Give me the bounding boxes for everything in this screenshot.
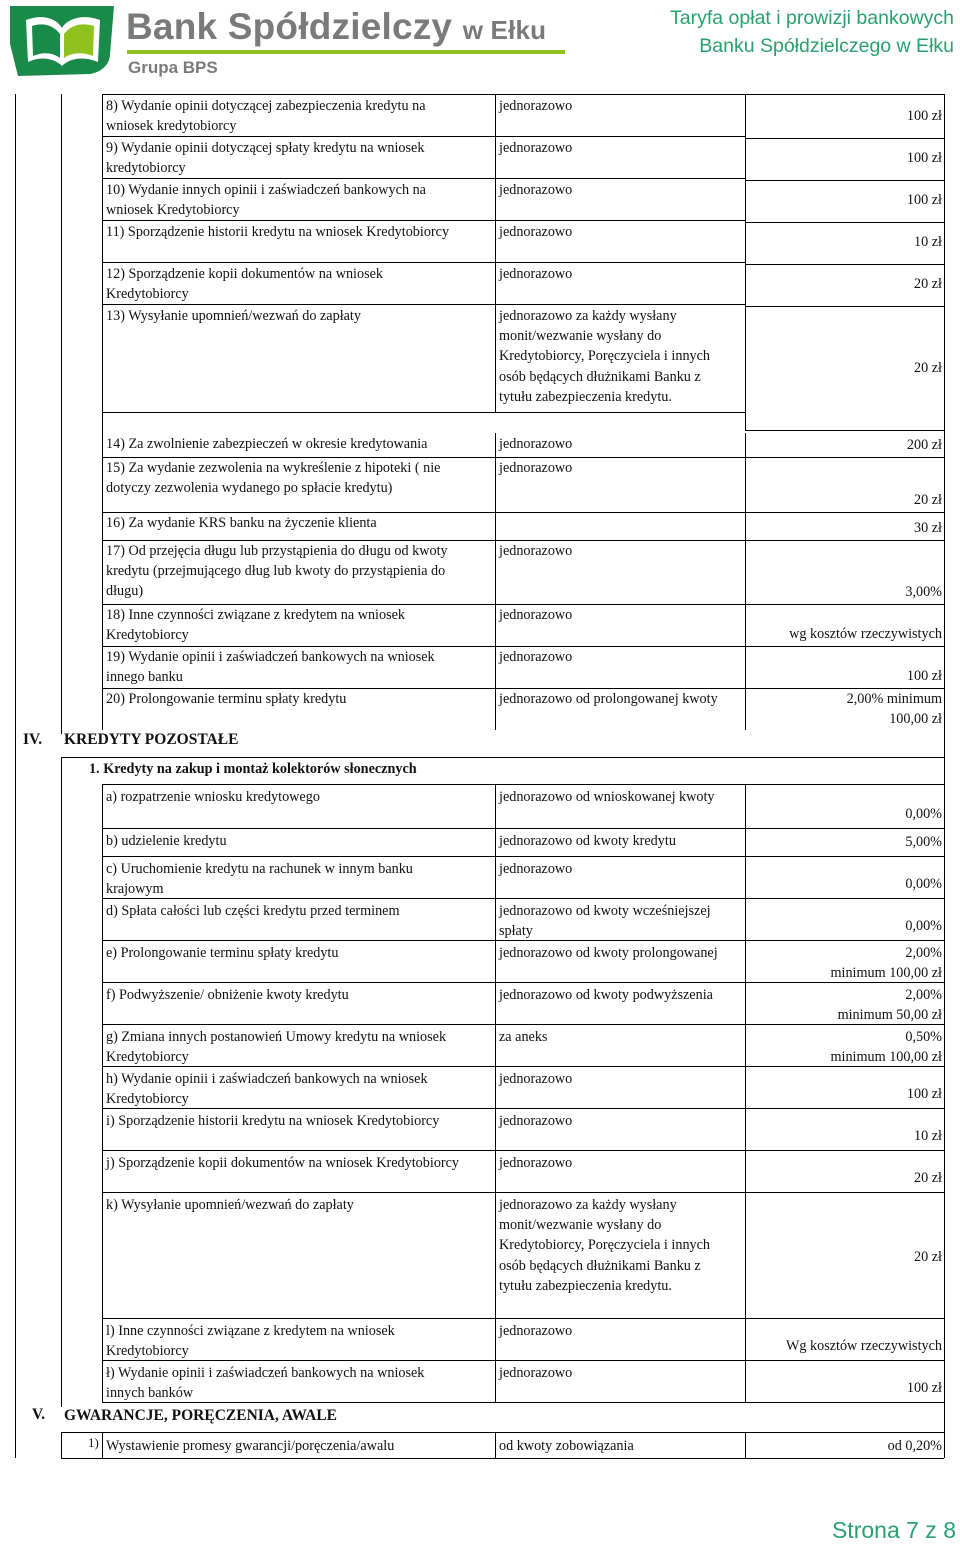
fee-frequency: jednorazowo za każdy wysłany (499, 1197, 677, 1213)
column-border (495, 433, 496, 730)
fee-frequency: jednorazowo (499, 140, 573, 156)
fee-amount: 20 zł (914, 276, 942, 292)
column-border (495, 94, 496, 412)
fee-description: 13) Wysyłanie upomnień/wezwań do zapłaty (106, 308, 361, 324)
fee-description: Wystawienie promesy gwarancji/poręczenia/awalu (106, 1438, 395, 1454)
column-border (495, 1432, 496, 1458)
fee-frequency: jednorazowo (499, 607, 573, 623)
fee-description: długu) (106, 583, 144, 600)
fee-frequency: jednorazowo (499, 1113, 573, 1129)
row-border (102, 94, 745, 95)
fee-description: 17) Od przejęcia długu lub przystąpienia do długu od kwoty (106, 543, 448, 559)
outer-border (61, 757, 62, 1407)
fee-frequency: osób będących dłużnikami Banku z (499, 368, 701, 385)
column-border (745, 1432, 746, 1458)
bank-name: Bank Spółdzielczy w Ełku (126, 6, 547, 47)
fee-amount: Wg kosztów rzeczywistych (785, 1337, 942, 1354)
fee-amount: 2,00% (905, 987, 942, 1003)
fee-frequency: jednorazowo za każdy wysłany (499, 308, 677, 324)
fee-amount: 100 zł (906, 150, 942, 166)
fee-description: j) Sporządzenie kopii dokumentów na wniosek Kredytobiorcy (106, 1155, 460, 1171)
fee-description: g) Zmiana innych postanowień Umowy kredytu na wniosek (106, 1029, 447, 1045)
fee-description: ł) Wydanie opinii i zaświadczeń bankowych na wniosek (106, 1365, 425, 1381)
fee-frequency: jednorazowo (499, 1155, 573, 1171)
row-border (102, 1024, 944, 1025)
fee-amount: 100 zł (906, 1085, 942, 1102)
row-border (102, 262, 745, 263)
fee-description: k) Wysyłanie upomnień/wezwań do zapłaty (106, 1197, 354, 1213)
row-border (61, 757, 944, 758)
fee-description: innych banków (106, 1385, 194, 1402)
fee-amount: 2,00% minimum (846, 691, 942, 707)
fee-description: dotyczy zezwolenia wydanego po spłacie kredytu) (106, 480, 393, 497)
outer-border (61, 94, 62, 734)
row-border (102, 982, 944, 983)
row-border (102, 412, 745, 413)
fee-frequency: jednorazowo od prolongowanej kwoty (499, 691, 718, 707)
fee-amount: 20 zł (914, 491, 942, 508)
fee-frequency: osób będących dłużnikami Banku z (499, 1257, 701, 1274)
fee-amount: 10 zł (914, 1127, 942, 1144)
row-border (102, 1318, 944, 1319)
section-title: KREDYTY POZOSTAŁE (64, 731, 239, 748)
fee-frequency: jednorazowo (499, 1365, 573, 1381)
fee-description: wniosek Kredytobiorcy (106, 202, 240, 219)
fee-frequency: za aneks (499, 1029, 548, 1045)
fee-description: e) Prolongowanie terminu spłaty kredytu (106, 945, 339, 961)
fee-amount: 20 zł (914, 1169, 942, 1186)
fee-amount: 0,00% (905, 917, 942, 934)
fee-description: i) Sporządzenie historii kredytu na wniosek Kredytobiorcy (106, 1113, 440, 1129)
fee-description: f) Podwyższenie/ obniżenie kwoty kredytu (106, 987, 349, 1003)
outer-border (15, 94, 16, 1458)
row-border (745, 222, 944, 223)
fee-description: 10) Wydanie innych opinii i zaświadczeń bankowych na (106, 182, 426, 198)
section-number: IV. (23, 731, 43, 748)
fee-amount: 100 zł (906, 192, 942, 208)
fee-frequency: jednorazowo (499, 182, 573, 198)
fee-amount: 0,50% (905, 1029, 942, 1045)
row-border (102, 1108, 944, 1109)
row-border (745, 138, 944, 139)
fee-frequency: jednorazowo od wnioskowanej kwoty (499, 789, 715, 805)
section-title: GWARANCJE, PORĘCZENIA, AWALE (64, 1407, 338, 1424)
fee-description: kredytu (przejmującego dług lub kwoty do przystąpienia do (106, 563, 446, 580)
fee-frequency: jednorazowo (499, 649, 573, 665)
row-border (102, 856, 944, 857)
fee-frequency: jednorazowo od kwoty kredytu (499, 833, 676, 849)
row-border (102, 1192, 944, 1193)
fee-frequency: jednorazowo od kwoty podwyższenia (499, 987, 713, 1003)
fee-description: 11) Sporządzenie historii kredytu na wniosek Kredytobiorcy (106, 224, 450, 240)
fee-description: b) udzielenie kredytu (106, 833, 227, 849)
fee-frequency: jednorazowo (499, 1323, 573, 1339)
row-border (102, 646, 944, 647)
fee-amount: 10 zł (914, 234, 942, 250)
fee-description: 14) Za zwolnienie zabezpieczeń w okresie kredytowania (106, 436, 428, 452)
column-border (745, 94, 746, 430)
fee-amount: 30 zł (914, 519, 942, 536)
fee-frequency: jednorazowo od kwoty prolongowanej (499, 945, 718, 961)
fee-description: 15) Za wydanie zezwolenia na wykreślenie z hipoteki ( nie (106, 460, 441, 476)
column-border (102, 94, 103, 730)
fee-amount: 2,00% (905, 945, 942, 961)
row-border (102, 688, 944, 689)
fee-amount: minimum 100,00 zł (830, 965, 942, 982)
fee-frequency: monit/wezwanie wysłany do (499, 1217, 662, 1234)
fee-frequency: tytułu zabezpieczenia kredytu. (499, 388, 672, 405)
column-border (102, 784, 103, 1402)
fee-description: l) Inne czynności związane z kredytem na wniosek (106, 1323, 395, 1339)
row-border (745, 94, 944, 95)
brand-underline (127, 50, 565, 54)
fee-amount: 100 zł (906, 667, 942, 684)
row-border (61, 1458, 944, 1459)
fee-amount: minimum 50,00 zł (837, 1007, 942, 1024)
fee-description: Kredytobiorcy (106, 1091, 189, 1108)
row-border (102, 136, 745, 137)
fee-description: Kredytobiorcy (106, 627, 189, 644)
fee-description: Kredytobiorcy (106, 286, 189, 303)
fee-amount: 20 zł (914, 1249, 942, 1265)
row-border (745, 180, 944, 181)
column-border (102, 1432, 103, 1458)
row-border (102, 178, 745, 179)
fee-frequency: jednorazowo (499, 861, 573, 877)
row-border (102, 457, 944, 458)
row-border (102, 898, 944, 899)
fee-amount: od 0,20% (887, 1438, 942, 1454)
row-border (102, 1360, 944, 1361)
section-number: V. (32, 1406, 46, 1423)
row-number: 1) (88, 1435, 99, 1450)
fee-description: krajowym (106, 881, 164, 898)
row-border (102, 220, 745, 221)
fee-description: a) rozpatrzenie wniosku kredytowego (106, 789, 320, 805)
row-border (102, 784, 944, 785)
page-number: Strona 7 z 8 (831, 1517, 956, 1543)
fee-amount: 3,00% (905, 583, 942, 600)
fee-description: 8) Wydanie opinii dotyczącej zabezpieczenia kredytu na (106, 98, 426, 114)
row-border (102, 540, 944, 541)
row-border (102, 304, 745, 305)
column-border (745, 784, 746, 1402)
fee-frequency: spłaty (499, 923, 533, 940)
fee-amount: 0,00% (905, 805, 942, 822)
fee-amount: 100 zł (906, 1379, 942, 1396)
fee-description: Kredytobiorcy (106, 1049, 189, 1066)
fee-frequency: jednorazowo (499, 266, 573, 282)
fee-description: 19) Wydanie opinii i zaświadczeń bankowych na wniosek (106, 649, 435, 665)
fee-amount: wg kosztów rzeczywistych (789, 625, 942, 642)
row-border (102, 1402, 944, 1403)
row-border (102, 604, 944, 605)
fee-amount: 20 zł (914, 360, 942, 376)
fee-amount: 5,00% (905, 833, 942, 850)
fee-description: kredytobiorcy (106, 160, 186, 177)
fee-description: 20) Prolongowanie terminu spłaty kredytu (106, 691, 347, 707)
fee-amount: 100,00 zł (889, 711, 942, 728)
fee-frequency: jednorazowo (499, 543, 573, 559)
row-border (102, 512, 944, 513)
fee-description: c) Uruchomienie kredytu na rachunek w innym banku (106, 861, 413, 877)
fee-amount: minimum 100,00 zł (830, 1049, 942, 1066)
document-title: Taryfa opłat i prowizji bankowych Banku Spółdzielczego w Ełku (670, 7, 954, 57)
fee-description: 16) Za wydanie KRS banku na życzenie klienta (106, 515, 377, 531)
group-name: Grupa BPS (128, 58, 218, 77)
fee-amount: 0,00% (905, 875, 942, 892)
fee-frequency: tytułu zabezpieczenia kredytu. (499, 1277, 672, 1294)
row-border (102, 1066, 944, 1067)
fee-frequency: jednorazowo (499, 436, 573, 452)
outer-border (61, 1432, 62, 1458)
column-border (745, 433, 746, 730)
row-border (102, 1150, 944, 1151)
fee-description: wniosek kredytobiorcy (106, 118, 237, 135)
fee-description: innego banku (106, 669, 183, 686)
fee-frequency: jednorazowo (499, 460, 573, 476)
fee-frequency: Kredytobiorcy, Poręczyciela i innych (499, 348, 711, 365)
fee-amount: 100 zł (906, 108, 942, 124)
subsection-title: 1. Kredyty na zakup i montaż kolektorów słonecznych (89, 761, 417, 777)
fee-frequency: jednorazowo od kwoty wcześniejszej (499, 903, 711, 919)
column-border (495, 784, 496, 1402)
fee-frequency: od kwoty zobowiązania (499, 1438, 634, 1454)
fee-frequency: monit/wezwanie wysłany do (499, 328, 662, 345)
row-border (102, 828, 944, 829)
fee-frequency: jednorazowo (499, 98, 573, 114)
bank-logo-icon (6, 4, 118, 78)
row-border (102, 940, 944, 941)
row-border (745, 430, 944, 431)
fee-description: d) Spłata całości lub części kredytu przed terminem (106, 903, 400, 919)
fee-frequency: jednorazowo (499, 224, 573, 240)
row-border (745, 306, 944, 307)
outer-border (944, 94, 945, 1458)
fee-frequency: Kredytobiorcy, Poręczyciela i innych (499, 1237, 711, 1254)
fee-description: 18) Inne czynności związane z kredytem na wniosek (106, 607, 405, 623)
page-header (0, 0, 960, 86)
fee-description: 9) Wydanie opinii dotyczącej spłaty kredytu na wniosek (106, 140, 425, 156)
fee-description: h) Wydanie opinii i zaświadczeń bankowych na wniosek (106, 1071, 428, 1087)
fee-frequency: jednorazowo (499, 1071, 573, 1087)
fee-amount: 200 zł (906, 436, 942, 453)
fee-description: Kredytobiorcy (106, 1343, 189, 1360)
row-border (745, 264, 944, 265)
row-border (61, 1432, 944, 1433)
fee-description: 12) Sporządzenie kopii dokumentów na wniosek (106, 266, 383, 282)
